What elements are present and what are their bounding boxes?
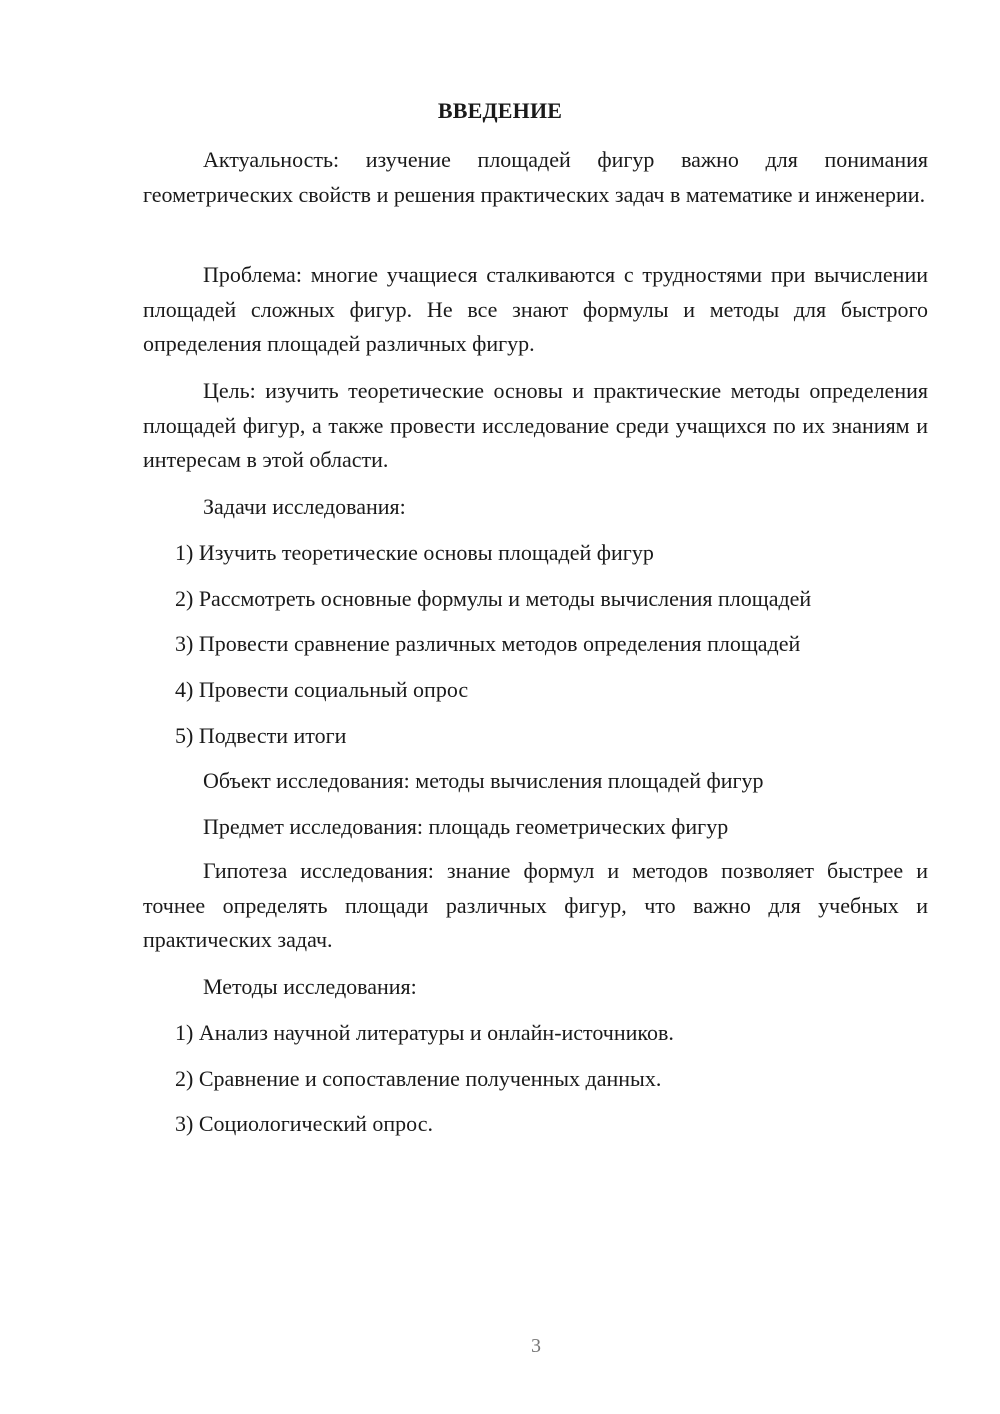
task-item: 5) Подвести итоги (175, 723, 347, 748)
methods-heading: Методы исследования: (203, 974, 417, 999)
tasks-heading: Задачи исследования: (203, 494, 406, 519)
task-item: 2) Рассмотреть основные формулы и методы вычисления площадей (175, 586, 812, 611)
method-item: 3) Социологический опрос. (175, 1111, 433, 1136)
task-item: 3) Провести сравнение различных методов определения площадей (175, 631, 801, 656)
subject-line: Предмет исследования: площадь геометрических фигур (203, 814, 729, 839)
method-item: 2) Сравнение и сопоставление полученных данных. (175, 1066, 662, 1091)
task-item: 1) Изучить теоретические основы площадей фигур (175, 540, 654, 565)
page-title: ВВЕДЕНИЕ (437, 98, 563, 123)
goal-paragraph: Цель: изучить теоретические основы и практические методы определения площадей фигур, а также провести исследование среди учащихся по их знаниям и интересам в этой области. (143, 378, 928, 472)
task-item: 4) Провести социальный опрос (175, 677, 469, 702)
hypothesis-paragraph: Гипотеза исследования: знание формул и методов позволяет быстрее и точнее определять площади различных фигур, что важно для учебных и практических задач. (143, 858, 928, 952)
page-number: 3 (531, 1335, 541, 1357)
problem-paragraph: Проблема: многие учащиеся сталкиваются с трудностями при вычислении площадей сложных фигур. Не все знают формулы и методы для быстрого определения площадей различных фигур. (143, 262, 928, 356)
method-item: 1) Анализ научной литературы и онлайн-источников. (175, 1020, 674, 1045)
object-line: Объект исследования: методы вычисления площадей фигур (203, 768, 764, 793)
relevance-paragraph: Актуальность: изучение площадей фигур важно для понимания геометрических свойств и решения практических задач в математике и инженерии. (143, 147, 928, 207)
